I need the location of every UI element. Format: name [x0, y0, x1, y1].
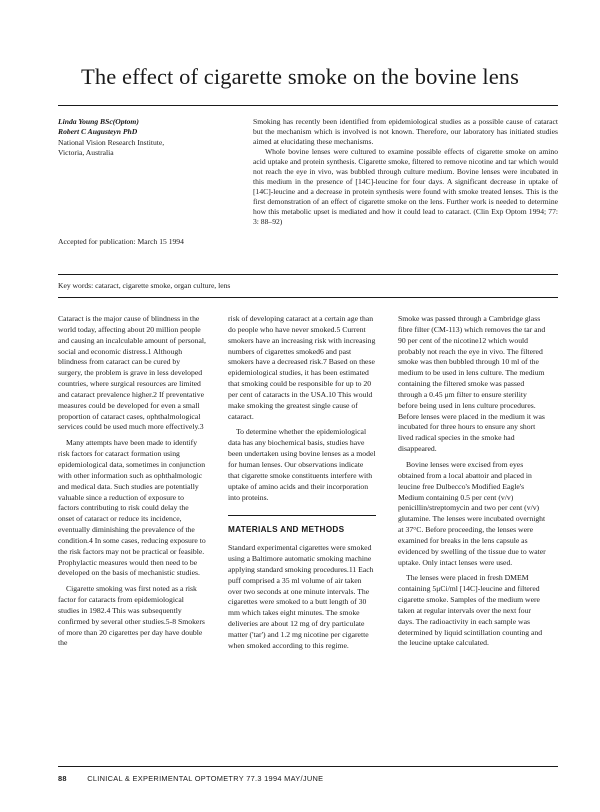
body-paragraph: To determine whether the epidemiological data has any biochemical basis, studies have been undertaken using bovine lenses as a model for human lenses. Our observations indicate that cigarette smoke constituents interfere with uptake of amino acids and their incorporation into proteins. — [228, 427, 376, 502]
keywords-bottom-rule — [58, 297, 558, 298]
body-paragraph: Cataract is the major cause of blindness in the world today, affecting about 20 million people and causing an incalculable amount of personal, social and economic distress.1 Although blindness from cataract can be cured by surgery, the problem is grave in less developed countries, where surgical resources are limited and cataract prevalence higher.2 If preventative measures could be developed for even a small proportion of cataract cases, ophthalmological services could be used much more effectively.3 — [58, 314, 206, 432]
author-block — [58, 117, 233, 158]
affiliation: Victoria, Australia — [58, 147, 114, 157]
affiliation: National Vision Research Institute, — [58, 137, 165, 147]
body-paragraph: Standard experimental cigarettes were smoked using a Baltimore automatic smoking machine applying standard smoking procedures.11 Each puff comprised a 35 ml volume of air taken over two seconds at one minute intervals. The cigarettes were smoked to a butt length of 30 mm which takes eight minutes. The smoke deliveries are about 12 mg of dry particulate matter ('tar') and 1.2 mg nicotine per cigarette when smoked according to this regime. — [228, 543, 374, 650]
body-paragraph: Smoke was passed through a Cambridge glass fibre filter (CM-113) which removes the tar and 90 per cent of the nicotine12 which would probably not reach the eye in vivo. The filtered smoke was then bubbled through 10 ml of the medium to be used in lens culture. The medium containing the filtered smoke was passed through a 0.45 μm filter to ensure sterility before being used in lens culture procedures. Before lenses were placed in the medium it was incubated for three hours to ensure any short lived radical species in the smoke had disappeared. — [398, 314, 546, 454]
body-column-3 — [398, 314, 546, 649]
keywords: Key words: cataract, cigarette smoke, organ culture, lens — [58, 281, 231, 290]
body-column-1 — [58, 314, 206, 649]
article-title: The effect of cigarette smoke on the bovine lens — [81, 64, 519, 89]
body-paragraph: Bovine lenses were excised from eyes obtained from a local abattoir and placed in leucine free Dulbecco's Modified Eagle's Medium containing 0.5 per cent (v/v) penicillin/streptomycin and two per cent (v/v) glutamine. The lenses were incubated overnight at 37°C. Before proceeding, the lenses were examined for breaks in the lens capsule as evidenced by swelling of the tissue due to water uptake. Only intact lenses were used. — [398, 459, 546, 567]
body-paragraph: risk of developing cataract at a certain age than do people who have never smoked.5 Current smokers have an increasing risk with increasing numbers of cigarettes smoked6 and past smokers have a decreased risk.7 Based on these epidemiological studies, it has been estimated that smoking could be responsible for up to 20 per cent of cataracts in the USA.10 This would make smoking the greatest single cause of cataract. — [228, 314, 376, 421]
section-heading: MATERIALS AND METHODS — [228, 515, 376, 536]
page-number: 88 — [58, 774, 67, 783]
body-paragraph: Many attempts have been made to identify risk factors for cataract formation using epidemiological data, sometimes in conjunction with other information such as ophthalmologic and medical data. Such studies are potentially valuable since a reduction of exposure to factors contributing to risk could delay the onset of cataract or reduce its incidence, eventually diminishing the prevalence of the condition.4 In some cases, reducing exposure to the risk factors may not be practical or feasible. Prophylactic measures would then need to be developed on the basis of mechanistic studies. — [58, 438, 206, 578]
accepted-date: Accepted for publication: March 15 1994 — [58, 237, 184, 246]
body-paragraph: Cigarette smoking was first noted as a risk factor for cataracts from epidemiological studies in 1982.4 This was subsequently confirmed by several other studies.5-8 Smokers of more than 20 cigarettes per day have double the — [58, 584, 205, 648]
footer-rule — [58, 766, 558, 767]
page-footer — [58, 774, 558, 783]
journal-citation: CLINICAL & EXPERIMENTAL OPTOMETRY 77.3 1994 MAY/JUNE — [87, 774, 324, 783]
keywords-top-rule — [58, 274, 558, 275]
abstract — [253, 117, 558, 228]
abstract-paragraph: Smoking has recently been identified from epidemiological studies as a possible cause of cataract but the mechanism which is involved is not known. Therefore, our laboratory has initiated studies aimed at elucidating these mechanisms. — [253, 117, 558, 147]
author-name: Linda Young BSc(Optom) — [58, 117, 139, 126]
body-paragraph: The lenses were placed in fresh DMEM containing 5μCi/ml [14C]-leucine and filtered cigarette smoke. Samples of the medium were taken at regular intervals over the next four days. The radioactivity in each sample was determined by liquid scintillation counting and the leucine uptake calculated. — [398, 573, 543, 648]
body-column-2 — [228, 314, 376, 652]
abstract-paragraph: Whole bovine lenses were cultured to examine possible effects of cigarette smoke on amino acid uptake and protein synthesis. Cigarette smoke, filtered to remove nicotine and tar which would not reach the eye in vivo, was bubbled through culture medium. Bovine lenses were incubated in this medium in the presence of [14C]-leucine for four days. A significant decrease in uptake of [14C]-leucine and a decrease in protein synthesis were found with smoke treated lenses. This is the first demonstration of an effect of cigarette smoke on the lens. Further work is needed to determine how this metabolic upset is mediated and how it could lead to cataract. (Clin Exp Optom 1994; 77: 3: 88–92) — [253, 147, 558, 227]
title-rule — [58, 105, 558, 106]
author-name: Robert C Augusteyn PhD — [58, 127, 138, 137]
